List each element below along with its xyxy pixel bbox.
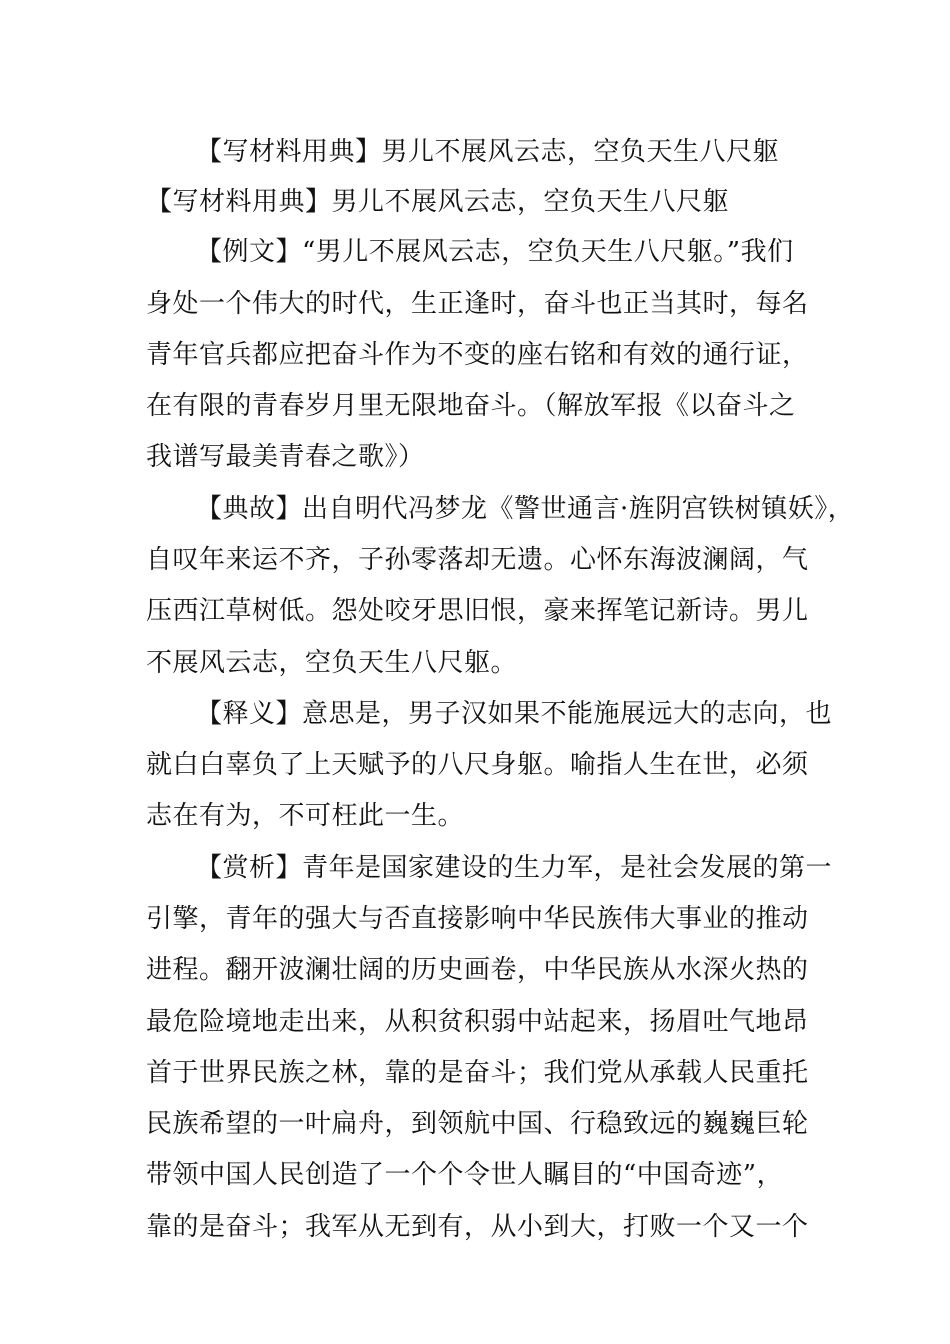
allusion-line: 自叹年来运不齐，子孙零落却无遗。心怀东海波澜阔，气 — [146, 545, 809, 575]
appreciation-line: 进程。翻开波澜壮阔的历史画卷，中华民族从水深火热的 — [146, 955, 809, 985]
appreciation-line: 带领中国人民创造了一个个令世人瞩目的“中国奇迹”， — [146, 1160, 784, 1190]
appreciation-line: 首于世界民族之林，靠的是奋斗；我们党从承载人民重托 — [146, 1058, 809, 1088]
appreciation-line: 【赏析】青年是国家建设的生力军，是社会发展的第一 — [196, 853, 833, 883]
example-line: 青年官兵都应把奋斗作为不变的座右铭和有效的通行证， — [146, 340, 809, 370]
allusion-line: 【典故】出自明代冯梦龙《警世通言·旌阴宫铁树镇妖》， — [196, 494, 855, 524]
meaning-line: 就白白辜负了上天赋予的八尺身躯。喻指人生在世，必须 — [146, 750, 809, 780]
document-title: 【写材料用典】男儿不展风云志，空负天生八尺躯 — [196, 137, 780, 167]
allusion-line: 压西江草树低。怨处咬牙思旧恨，豪来挥笔记新诗。男儿 — [146, 596, 809, 626]
example-line: 【例文】“男儿不展风云志，空负天生八尺躯。”我们 — [196, 237, 794, 267]
meaning-line: 志在有为，不可枉此一生。 — [146, 801, 465, 831]
appreciation-line: 最危险境地走出来，从积贫积弱中站起来，扬眉吐气地昂 — [146, 1007, 809, 1037]
document-subtitle: 【写材料用典】男儿不展风云志，空负天生八尺躯 — [146, 187, 730, 217]
appreciation-line: 靠的是奋斗；我军从无到有，从小到大，打败一个又一个 — [146, 1212, 809, 1242]
example-line: 身处一个伟大的时代，生正逢时，奋斗也正当其时，每名 — [146, 289, 809, 319]
appreciation-line: 民族希望的一叶扁舟，到领航中国、行稳致远的巍巍巨轮 — [146, 1109, 809, 1139]
example-line: 在有限的青春岁月里无限地奋斗。（解放军报《以奋斗之 — [146, 391, 796, 421]
appreciation-line: 引擎，青年的强大与否直接影响中华民族伟大事业的推动 — [146, 904, 809, 934]
meaning-line: 【释义】意思是，男子汉如果不能施展远大的志向，也 — [196, 699, 833, 729]
example-line: 我谱写最美青春之歌》） — [146, 442, 425, 472]
allusion-line: 不展风云志，空负天生八尺躯。 — [146, 648, 518, 678]
